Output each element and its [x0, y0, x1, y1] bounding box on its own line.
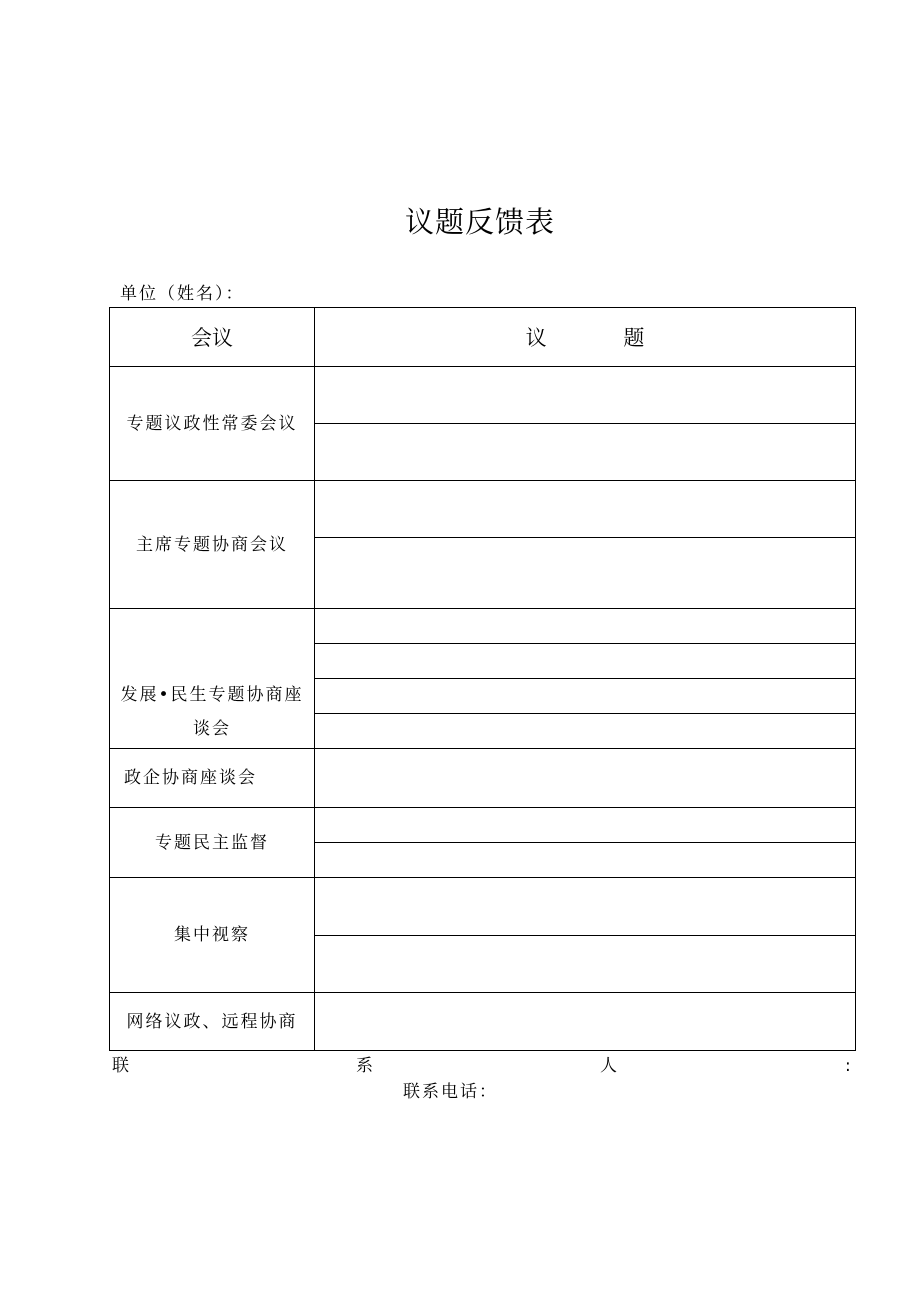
topic-input-cell[interactable]	[315, 679, 856, 714]
table-row	[110, 609, 856, 644]
contact-char-3: 人	[600, 1056, 617, 1076]
topic-input-cell[interactable]	[315, 538, 856, 609]
contact-person-line	[112, 1055, 854, 1077]
form-title: 议题反馈表	[404, 205, 555, 239]
topic-input-cell[interactable]	[315, 878, 856, 936]
header-topic: 议 题	[315, 308, 856, 367]
contact-char-2: 系	[356, 1056, 373, 1076]
topic-input-cell[interactable]	[315, 843, 856, 878]
topic-feedback-table	[109, 307, 856, 1051]
topic-input-cell[interactable]	[315, 808, 856, 843]
topic-input-cell[interactable]	[315, 367, 856, 424]
topic-input-cell[interactable]	[315, 936, 856, 993]
contact-colon: :	[845, 1056, 851, 1076]
topic-input-cell[interactable]	[315, 993, 856, 1051]
topic-input-cell[interactable]	[315, 644, 856, 679]
contact-char-1: 联	[112, 1056, 129, 1076]
table-header-row	[110, 308, 856, 367]
topic-input-cell[interactable]	[315, 609, 856, 644]
table-row	[110, 749, 856, 808]
table-row	[110, 481, 856, 538]
table-row	[110, 367, 856, 424]
topic-input-cell[interactable]	[315, 749, 856, 808]
meeting-name-chairman-consultation: 主席专题协商会议	[110, 481, 315, 609]
topic-input-cell[interactable]	[315, 714, 856, 749]
table-row	[110, 993, 856, 1051]
meeting-name-online-consultation: 网络议政、远程协商	[110, 993, 315, 1051]
header-meeting: 会议	[110, 308, 315, 367]
meeting-name-line2: 谈会	[193, 719, 231, 739]
contact-phone-label: 联系电话：	[403, 1082, 498, 1102]
unit-name-label: 单位（姓名）：	[120, 284, 245, 304]
table-row	[110, 808, 856, 843]
meeting-name-development-livelihood	[110, 609, 315, 749]
meeting-name-democratic-supervision: 专题民主监督	[110, 808, 315, 878]
topic-input-cell[interactable]	[315, 424, 856, 481]
meeting-name-line1: 发展•民生专题协商座	[120, 685, 304, 705]
meeting-name-centralized-inspection: 集中视察	[110, 878, 315, 993]
meeting-name-government-enterprise: 政企协商座谈会	[110, 749, 315, 808]
table-row	[110, 878, 856, 936]
topic-input-cell[interactable]	[315, 481, 856, 538]
meeting-name-standing-committee: 专题议政性常委会议	[110, 367, 315, 481]
